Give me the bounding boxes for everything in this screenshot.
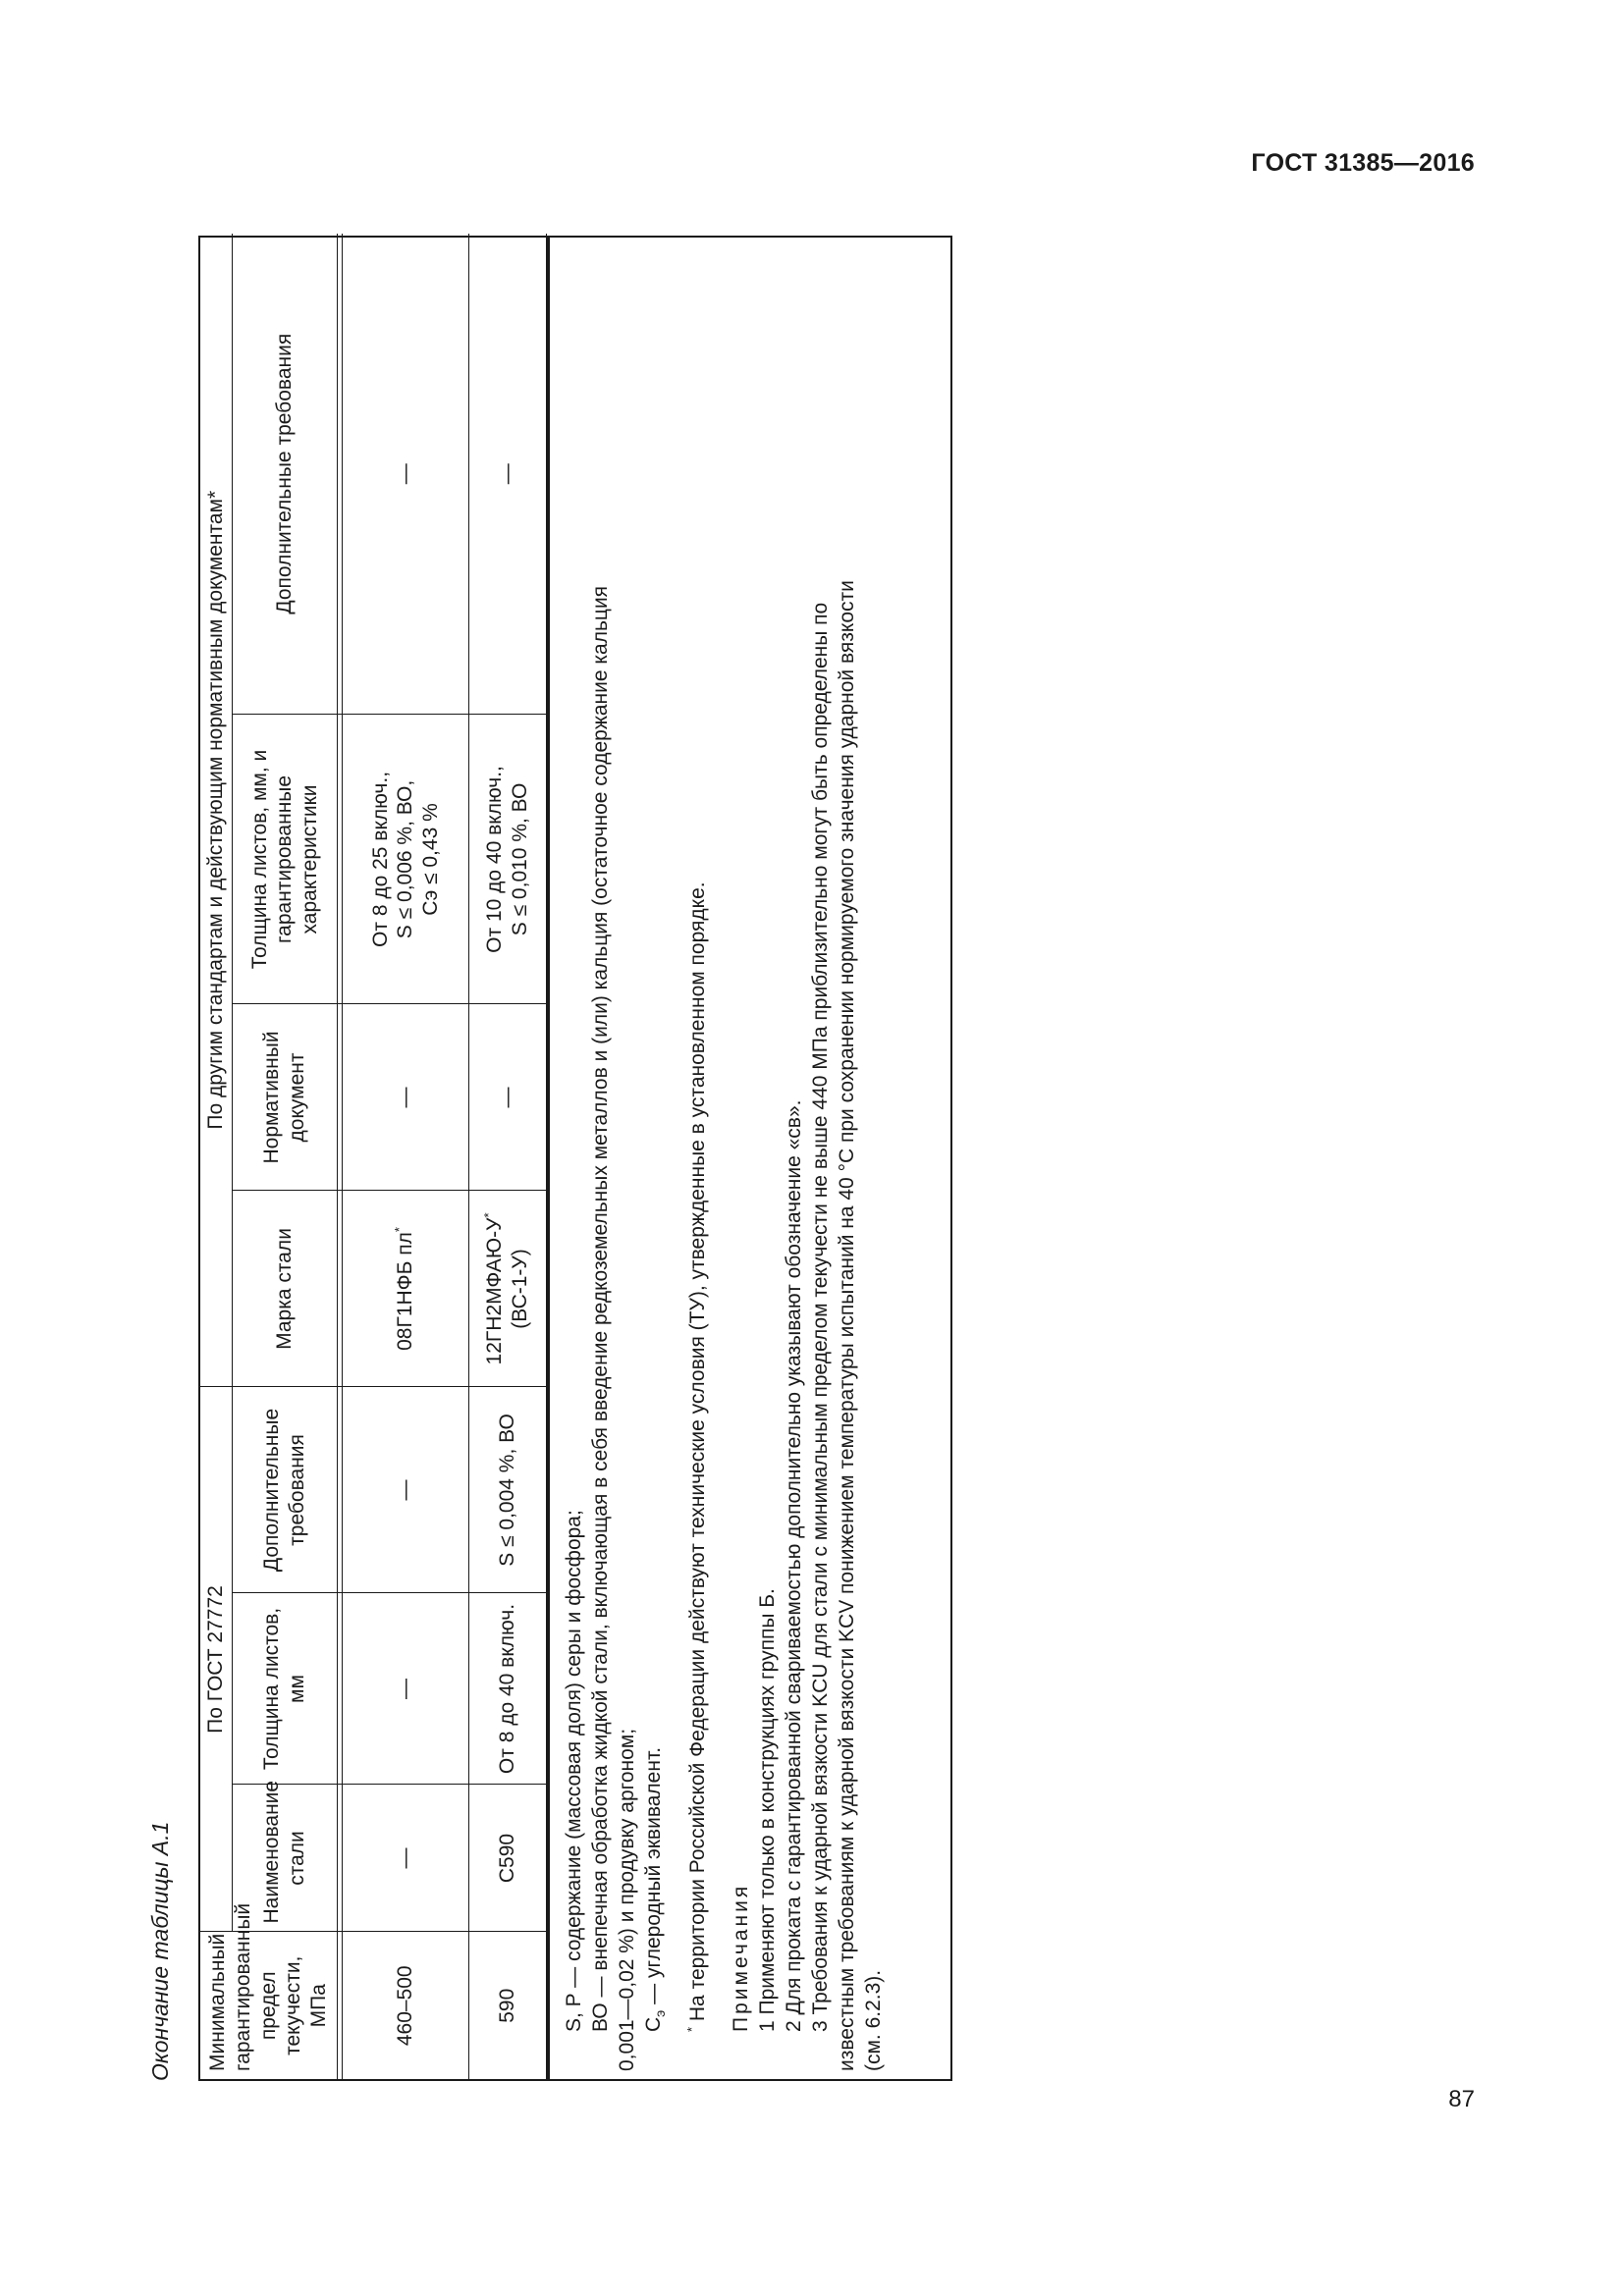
header-normative: Нормативный документ (233, 1004, 338, 1191)
note-item: 1 Применяют только в конструкциях группы Б. (756, 1588, 780, 2032)
cell-steel-name: С590 (469, 1785, 547, 1932)
cell-additional-2: — (343, 234, 469, 715)
cell-additional: S ≤ 0,004 %, ВО (469, 1387, 547, 1593)
cell-normative: — (469, 1004, 547, 1191)
note-item: 3 Требования к ударной вязкости KCU для стали с минимальным пределом текучести не выше 440 МПа приблизительно могут быть определены по (809, 602, 832, 2032)
steel-table (200, 234, 547, 2079)
document-code: ГОСТ 31385—2016 (1251, 149, 1475, 177)
ce-symbol: C (641, 2016, 665, 2032)
header-group-gost: По ГОСТ 27772 (200, 1387, 233, 1932)
ce-subscript: э (651, 2009, 668, 2017)
note-item-continued: (см. 6.2.3). (861, 1969, 885, 2071)
grade-footnote-mark: * (481, 1212, 497, 1218)
note-ce (641, 245, 668, 2071)
cell-thickness-characteristics (469, 715, 547, 1004)
page-number: 87 (1448, 2086, 1475, 2112)
characteristic-line: S ≤ 0,010 %, ВО (509, 782, 531, 936)
footnote (685, 245, 712, 2071)
ce-text: — углеродный эквивалент. (641, 1746, 665, 2010)
cell-min-yield: 590 (469, 1932, 547, 2079)
rotated-table-block (147, 216, 962, 2081)
cell-thickness: — (343, 1593, 469, 1785)
cell-normative: — (343, 1004, 469, 1191)
cell-grade (343, 1191, 469, 1387)
note-item: 2 Для проката с гарантированной свариваемостью дополнительно указывают обозначение «св». (783, 1099, 806, 2032)
table-row (343, 234, 469, 2079)
note-item-continued: известным требованиям к ударной вязкости KCV понижением температуры испытаний на 40 °С при сохранении нормируемого значения ударной вязкости (835, 580, 858, 2071)
cell-thickness-characteristics (343, 715, 469, 1004)
characteristic-line: Cэ ≤ 0,43 % (418, 803, 442, 916)
cell-additional: — (343, 1387, 469, 1593)
grade-text: 12ГН2МФАЮ-У (483, 1217, 507, 1365)
table-frame (198, 236, 952, 2081)
note-vo: ВО — внепечная обработка жидкой стали, включающая в себя введение редкоземельных металлов и (или) кальция (остаточное содержание кальция (588, 585, 612, 2032)
table-notes (547, 238, 897, 2079)
note-sp: S, P — содержание (массовая доля) серы и фосфора; (563, 1510, 585, 2032)
grade-footnote-mark: * (392, 1227, 407, 1233)
cell-steel-name: — (343, 1785, 469, 1932)
header-thickness-characteristics: Толщина листов, мм, и гарантированные характеристики (233, 715, 338, 1004)
header-group-other: По другим стандартам и действующим нормативным документам* (200, 234, 233, 1387)
cell-grade (469, 1191, 547, 1387)
cell-thickness: От 8 до 40 включ. (469, 1593, 547, 1785)
table-header-row-2 (233, 234, 338, 2079)
footnote-mark: * (683, 2026, 699, 2032)
grade-text: 08Г1НФБ пл (394, 1232, 417, 1351)
cell-additional-2: — (469, 234, 547, 715)
notes-heading: Примечания (730, 1883, 753, 2032)
table-header-row-1 (200, 234, 233, 2079)
header-steel-name: Наименование стали (233, 1785, 338, 1932)
grade-text-2: (ВС-1-У) (509, 1249, 531, 1329)
table-caption: Окончание таблицы А.1 (147, 1821, 173, 2081)
characteristic-line: От 10 до 40 включ., (483, 766, 507, 953)
characteristic-line: S ≤ 0,006 %, ВО, (394, 779, 417, 939)
header-additional-2: Дополнительные требования (233, 234, 338, 715)
header-additional: Дополнительные требования (233, 1387, 338, 1593)
header-thickness: Толщина листов, мм (233, 1593, 338, 1785)
header-min-yield: Минимальный гарантированный предел текучести, МПа (200, 1932, 338, 2079)
header-grade: Марка стали (233, 1191, 338, 1387)
footnote-text: На территории Российской Федерации действуют технические условия (ТУ), утвержденные в установленном порядке. (685, 881, 709, 2027)
note-vo-continued: 0,001—0,02 %) и продувку аргоном; (615, 1728, 638, 2071)
characteristic-line: От 8 до 25 включ., (368, 771, 392, 947)
cell-min-yield: 460–500 (343, 1932, 469, 2079)
table-row (469, 234, 547, 2079)
